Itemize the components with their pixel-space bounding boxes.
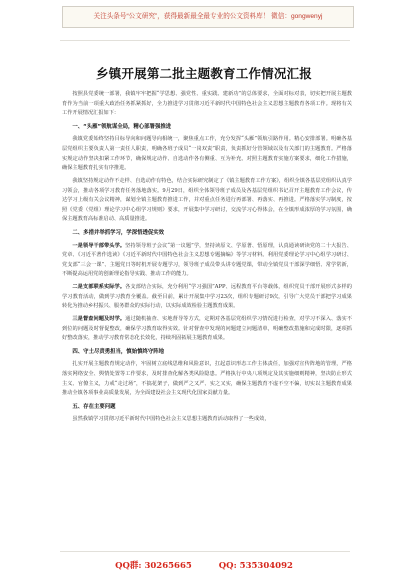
header-rule	[60, 40, 350, 41]
body-paragraph: 一是领导干部带头学。坚持领导班子会议“第一议题”学，坚持读原文、学原著、悟原理，认真通读研读党的二十大报告、党章、《习近平著作选读》《习近平新时代中国特色社会主义思想专题摘编》等学习材料。利用党委理论学习中心组学习研讨、党支部“三会一课”、主题党日等时机开展专题学习，领导班子成员带头讲专题党课，带动全镇党员干部深学细悟、常学常新，不断提高运用党的创新理论指导实践、推动工作的能力。	[62, 242, 352, 278]
section-heading: 二、多措并举抓学习，学深悟透促实效	[72, 229, 165, 236]
body-paragraph: 我镇党委始终坚持目标导向和问题导向相统一，聚焦重点工作，充分发挥“头雁”领航引路作用。精心安排部署。明确各基层党组织主要负责人第一责任人职责，明确各班子成员“一岗双责”职责，负责抓好分管领域以及有关部门的主题教育。严格落实规定动作坚决扣紧工作环节，确保规定动作、自选动作各有侧重、互为补充。对照主题教育实施方案要求，细化工作措施，确保主题教育扎实有序推进。	[62, 136, 352, 172]
body-paragraph: 虽然我镇学习贯彻习近平新时代中国特色社会主义思想主题教育活动取得了一些成效，	[72, 416, 270, 423]
section-heading: 五、存在主要问题	[72, 403, 116, 410]
section-heading: 四、守土尽责勇担当，慎始慎终守阵地	[72, 348, 165, 355]
promo-banner-text: 关注头条号“公文研究”，获得最新最全最专业的公文资料库！ 微信：gongwenyj	[93, 13, 323, 20]
body-paragraph: 三是督查问题及时学。通过随机抽查、实地督导等方式，定期对各基层党组织学习情况进行检查，对学习不深入、落实不到位的问题及时督促整改，确保学习教育取得实效。针对督查中发现的问题建立问题清单，明确整改措施和完成时限，逐项抓好整改落实，推动学习教育常态化长效化，持续巩固拓展主题教育成果。	[62, 316, 352, 342]
body-paragraph: 二是支部联系实际学。各支部结合实际，充分利用“学习强国”APP、远程教育平台等载体，组织党员干部开展形式多样的学习教育活动，做到学习教育全覆盖。截至目前，累计开展集中学习23次，组织专题研讨9次，引导广大党员干部把学习成果转化为推动乡村振兴、服务群众的实际行动，以实际成效检验主题教育成果。	[62, 284, 352, 310]
section-heading: 一、“头雁”领航谋全局，精心部署强推进	[72, 123, 172, 130]
promo-banner	[62, 6, 354, 28]
qq-number: QQ: 535304092	[218, 561, 293, 571]
footer-rule	[60, 551, 350, 552]
body-paragraph: 扎实开展主题教育规定动作，牢固树立底线思维和风险意识，扛起意识形态工作主体责任，加强对宣传阵地的管理，严格落实网络安全、舆情处置等工作要求，及时排查化解各类风险隐患。严格执行中央八项规定及其实施细则精神，坚决防止形式主义、官僚主义，力戒“走过场”，不搞花架子，做到严之又严、实之又实，确保主题教育不虚不空不偏，切实以主题教育成果推动全镇各项事业高质量发展，为全面建设社会主义现代化国家贡献力量。	[62, 361, 352, 397]
qq-group-number: QQ群: 30265665	[115, 561, 192, 571]
body-paragraph: 我镇坚持规定动作不走样、自选动作有特色，结合实际研究制定了《镇主题教育工作方案》，组织全镇各基层党组织认真学习领会，推动各项学习教育任务落地落实。9月29日，组织全体领导班子成员及各基层党组织书记召开主题教育工作会议，传达学习上级有关会议精神，谋划全镇主题教育推进工作，并对重点任务进行再部署、再落实、再推进。严格落实学习制度，按照《党委（党组）理论学习中心组学习规则》要求，开展集中学习研讨，交流学习心得体会，在全镇形成浓厚的学习氛围，确保主题教育高标准启动、高质量推进。	[62, 177, 352, 223]
page-title: 乡镇开展第二批主题教育工作情况汇报	[96, 66, 312, 81]
intro-paragraph: 按照县党委统一部署，我镇牢牢把握“学思想、强党性、重实践、建新功”的总体要求，全面对标对表，切实把开展主题教育作为当前一项重大政治任务抓紧抓好，全力推进学习贯彻习近平新时代中国特色社会主义思想主题教育各项工作。现将有关工作开展情况汇报如下：	[62, 91, 352, 117]
footer-contact	[0, 559, 408, 571]
document-body	[62, 90, 352, 428]
